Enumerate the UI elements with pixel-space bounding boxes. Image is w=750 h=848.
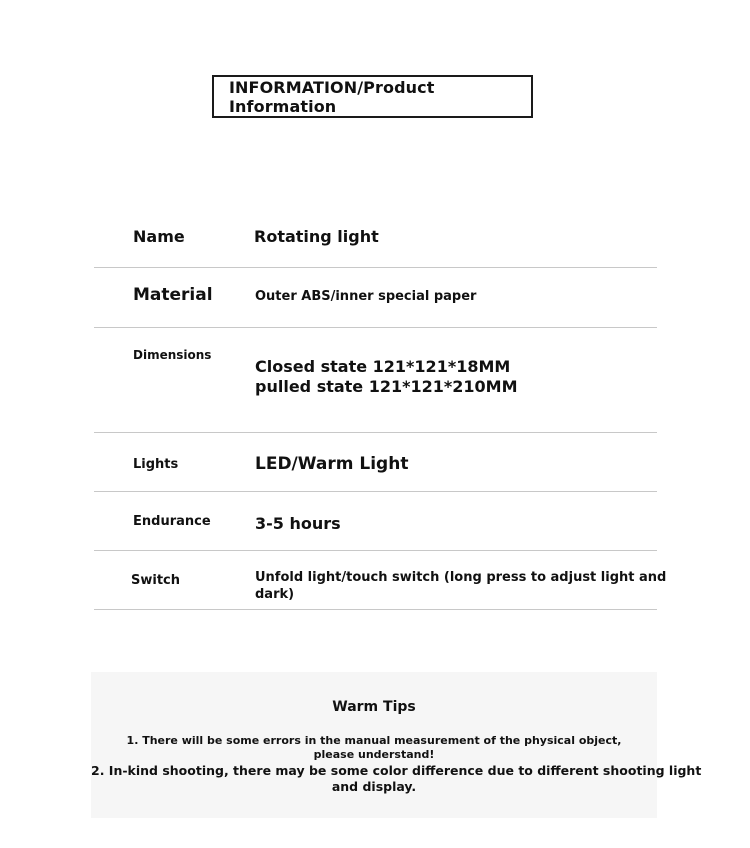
page-title (212, 75, 533, 118)
spec-label-endurance: Endurance (133, 514, 211, 529)
spec-divider (94, 327, 657, 328)
page-title-text: INFORMATION/Product Information (229, 77, 435, 116)
spec-divider (94, 609, 657, 610)
spec-label-material: Material (133, 285, 213, 305)
spec-divider (94, 267, 657, 268)
spec-label-dimensions: Dimensions (133, 348, 212, 362)
spec-label-lights: Lights (133, 457, 179, 472)
warm-tips-panel (91, 672, 702, 818)
spec-divider (94, 550, 657, 551)
spec-value-dimensions-pulled: pulled state 121*121*210MM (255, 377, 518, 396)
spec-value-lights: LED/Warm Light (255, 454, 409, 474)
warm-tips-title: Warm Tips (332, 699, 416, 715)
spec-value-switch-line2: dark) (255, 587, 295, 602)
spec-value-name: Rotating light (254, 227, 379, 246)
warm-tips-line: please understand! (313, 748, 435, 761)
spec-label-switch: Switch (131, 573, 181, 588)
warm-tips-line: 2. In-kind shooting, there may be some color difference due to different shooting light (91, 763, 702, 778)
spec-value-switch-line1: Unfold light/touch switch (long press to adjust light and (255, 570, 667, 585)
spec-divider (94, 491, 657, 492)
spec-value-material: Outer ABS/inner special paper (255, 289, 477, 304)
spec-value-dimensions-closed: Closed state 121*121*18MM (255, 357, 511, 376)
spec-divider (94, 432, 657, 433)
spec-value-endurance: 3-5 hours (255, 514, 341, 533)
warm-tips-line: 1. There will be some errors in the manual measurement of the physical object, (126, 734, 622, 747)
spec-label-name: Name (133, 227, 185, 246)
warm-tips-line: and display. (331, 779, 417, 794)
